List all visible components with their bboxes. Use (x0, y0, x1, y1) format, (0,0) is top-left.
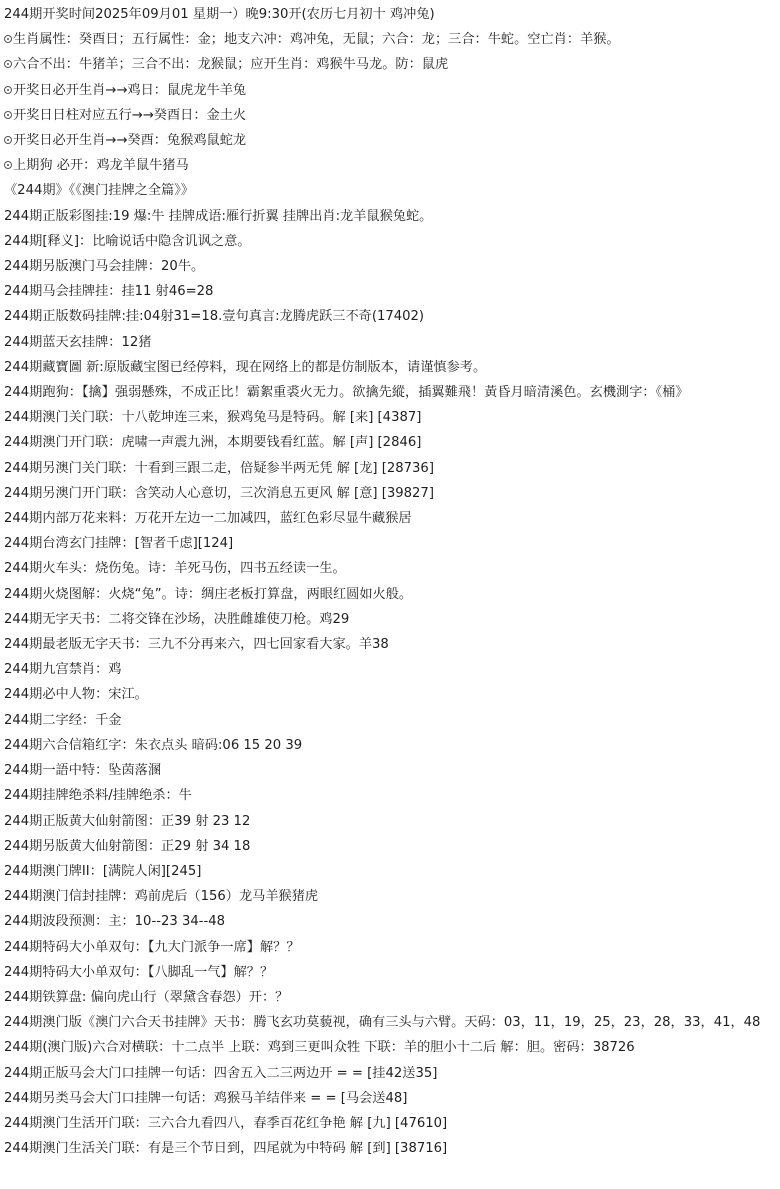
text-line (4, 834, 774, 859)
bullet-icon (4, 35, 12, 43)
text-line (4, 430, 774, 455)
text-line (4, 657, 774, 682)
text-line (4, 1111, 774, 1136)
text-line (4, 733, 774, 758)
line-text: 244期马会挂牌挂：挂11 射46=28 (4, 284, 214, 300)
line-text: 244期[释义]：比喻说话中隐含讥讽之意。 (4, 233, 251, 249)
text-line (4, 708, 774, 733)
line-text: 244期澳门生活开门联：三六合九看四八，春季百花红争艳 解 [九] [47610] (4, 1115, 448, 1131)
line-text: 244期另版黄大仙射箭图：正29 射 34 18 (4, 838, 251, 854)
text-line (4, 859, 774, 884)
line-text: 244期内部万花来料：万花开左边一二加减四，蓝红色彩尽显牛藏猴居 (4, 511, 412, 527)
line-text: 开奖日必开生肖→→癸酉：兔猴鸡鼠蛇龙 (13, 133, 247, 149)
line-text: 244期开奖时间2025年09月01 星期一）晚9:30开(农历七月初十 鸡冲兔) (4, 7, 435, 22)
line-text: 244期特码大小单双句：【八脚乱一气】解？？ (4, 964, 274, 980)
text-line (4, 78, 774, 103)
text-line (4, 229, 774, 254)
text-line (4, 783, 774, 808)
text-line (4, 380, 774, 405)
text-line (4, 52, 774, 77)
text-line (4, 456, 774, 481)
text-line (4, 909, 774, 934)
line-text: 244期(澳门版)六合对横联：十二点半 上联：鸡到三更叫众牲 下联：羊的胆小十二后 解：胆。密码：38726 (4, 1040, 635, 1056)
line-text: 244期挂牌绝杀料/挂牌绝杀：牛 (4, 788, 192, 804)
line-text: 244期蓝天玄挂牌：12猪 (4, 334, 152, 350)
line-text: 244期九宫禁肖：鸡 (4, 662, 122, 678)
line-text: 244期跑狗：【擒】强弱懸殊，不成正比！霸絮重裘火无力。欲擒先縱，插翼難飛！黃昏月暗清溪色。玄機測字：《桶》 (4, 385, 689, 401)
line-text: 244期六合信箱红字：朱衣点头 暗码:06 15 20 39 (4, 737, 303, 753)
line-text: 244期另澳门关门联：十看到三跟二走，倍疑参半两无凭 解 [龙] [28736] (4, 460, 434, 476)
text-line (4, 506, 774, 531)
text-line (4, 985, 774, 1010)
text-line (4, 481, 774, 506)
line-text: 244期澳门关门联：十八乾坤连三来，猴鸡兔马是特码。解 [来] [4387] (4, 410, 422, 426)
text-line (4, 330, 774, 355)
line-text: 上期狗 必开：鸡龙羊鼠牛猪马 (13, 158, 189, 174)
line-text: 244期火车头：烧伤兔。诗：羊死马伤，四书五经读一生。 (4, 561, 346, 577)
text-line (4, 556, 774, 581)
bullet-icon (4, 161, 12, 169)
line-text: 244期一語中特：坠茵落溷 (4, 763, 162, 779)
text-line (4, 758, 774, 783)
text-line (4, 254, 774, 279)
text-line (4, 632, 774, 657)
line-text: 244期正版数码挂牌:挂:04射31=18.壹句真言:龙腾虎跃三不奇(17402) (4, 309, 425, 325)
line-text: 开奖日日柱对应五行→→癸酉日：金土火 (13, 107, 247, 123)
line-text: 六合不出：牛猪羊；三合不出：龙猴鼠；应开生肖：鸡猴牛马龙。防：鼠虎 (13, 57, 449, 73)
text-line (4, 405, 774, 430)
text-line (4, 607, 774, 632)
line-text: 244期藏寶圖 新:原版藏宝图已经停料，现在网络上的都是仿制版本，请谨慎参考。 (4, 359, 487, 375)
text-line (4, 153, 774, 178)
text-line (4, 178, 774, 203)
text-line (4, 2, 774, 27)
line-text: 244期澳门版《澳门六合天书挂牌》天书：腾飞玄功莫藐视，确有三头与六臂。天码：03，11，19，25，23，28，33，41，48 (4, 1015, 761, 1031)
text-line (4, 304, 774, 329)
line-text: 244期澳门牌II：[满院人闲][245] (4, 863, 202, 879)
text-line (4, 582, 774, 607)
text-line (4, 1136, 774, 1161)
line-text: 244期另类马会大门口挂牌一句话：鸡猴马羊结伴来 = = [马会送48] (4, 1090, 408, 1106)
text-line (4, 128, 774, 153)
text-line (4, 279, 774, 304)
line-text: 244期另版澳门马会挂牌：20牛。 (4, 259, 205, 275)
text-line (4, 204, 774, 229)
text-line (4, 935, 774, 960)
line-text: 244期最老版无字天书：三九不分再来六，四七回家看大家。羊38 (4, 637, 389, 653)
text-line (4, 1086, 774, 1111)
line-text: 244期特码大小单双句：【九大门派争一席】解？？ (4, 939, 300, 955)
bullet-icon (4, 136, 12, 144)
line-text: 244期澳门信封挂牌：鸡前虎后（156）龙马羊猴猪虎 (4, 889, 319, 905)
line-text: 《244期》《《澳门挂牌之全篇》》 (4, 183, 194, 199)
line-text: 生肖属性：癸酉日；五行属性：金；地支六冲：鸡冲兔，无鼠；六合：龙；三合：牛蛇。空亡肖：羊猴。 (13, 32, 620, 48)
text-line (4, 884, 774, 909)
line-text: 244期无字天书：二将交锋在沙场，决胜雌雄使刀枪。鸡29 (4, 611, 350, 627)
text-line (4, 103, 774, 128)
text-line (4, 960, 774, 985)
line-text: 244期正版彩图挂:19 爆:牛 挂牌成语:雁行折翼 挂牌出肖:龙羊鼠猴兔蛇。 (4, 208, 433, 224)
line-text: 244期二字经：千金 (4, 712, 122, 728)
line-text: 244期澳门开门联：虎啸一声震九洲，本期要钱看红蓝。解 [声] [2846] (4, 435, 422, 451)
line-text: 244期铁算盘: 偏向虎山行（翠黛含春怨）开：？ (4, 989, 289, 1005)
text-line (4, 531, 774, 556)
text-line (4, 1035, 774, 1060)
line-text: 244期波段预测：主：10--23 34--48 (4, 914, 226, 930)
text-line (4, 1010, 774, 1035)
line-text: 244期必中人物：宋江。 (4, 687, 148, 703)
text-line (4, 355, 774, 380)
text-line (4, 809, 774, 834)
bullet-icon (4, 60, 12, 68)
text-line (4, 1061, 774, 1086)
line-text: 244期火烧图解：火烧“兔”。诗：绸庄老板打算盘，两眼红圆如火般。 (4, 586, 413, 602)
line-text: 开奖日必开生肖→→鸡日：鼠虎龙牛羊兔 (13, 82, 247, 98)
bullet-icon (4, 111, 12, 119)
bullet-icon (4, 86, 12, 94)
line-text: 244期台湾玄门挂牌：[智者千虑][124] (4, 536, 234, 552)
line-text: 244期正版黄大仙射箭图：正39 射 23 12 (4, 813, 251, 829)
line-text: 244期正版马会大门口挂牌一句话：四舍五入二三两边开 = = [挂42送35] (4, 1065, 438, 1081)
text-line (4, 682, 774, 707)
line-text: 244期澳门生活关门联：有是三个节日到，四尾就为中特码 解 [到] [38716] (4, 1141, 448, 1157)
line-text: 244期另澳门开门联：含笑动人心意切，三次消息五更风 解 [意] [39827] (4, 485, 434, 501)
text-line (4, 27, 774, 52)
